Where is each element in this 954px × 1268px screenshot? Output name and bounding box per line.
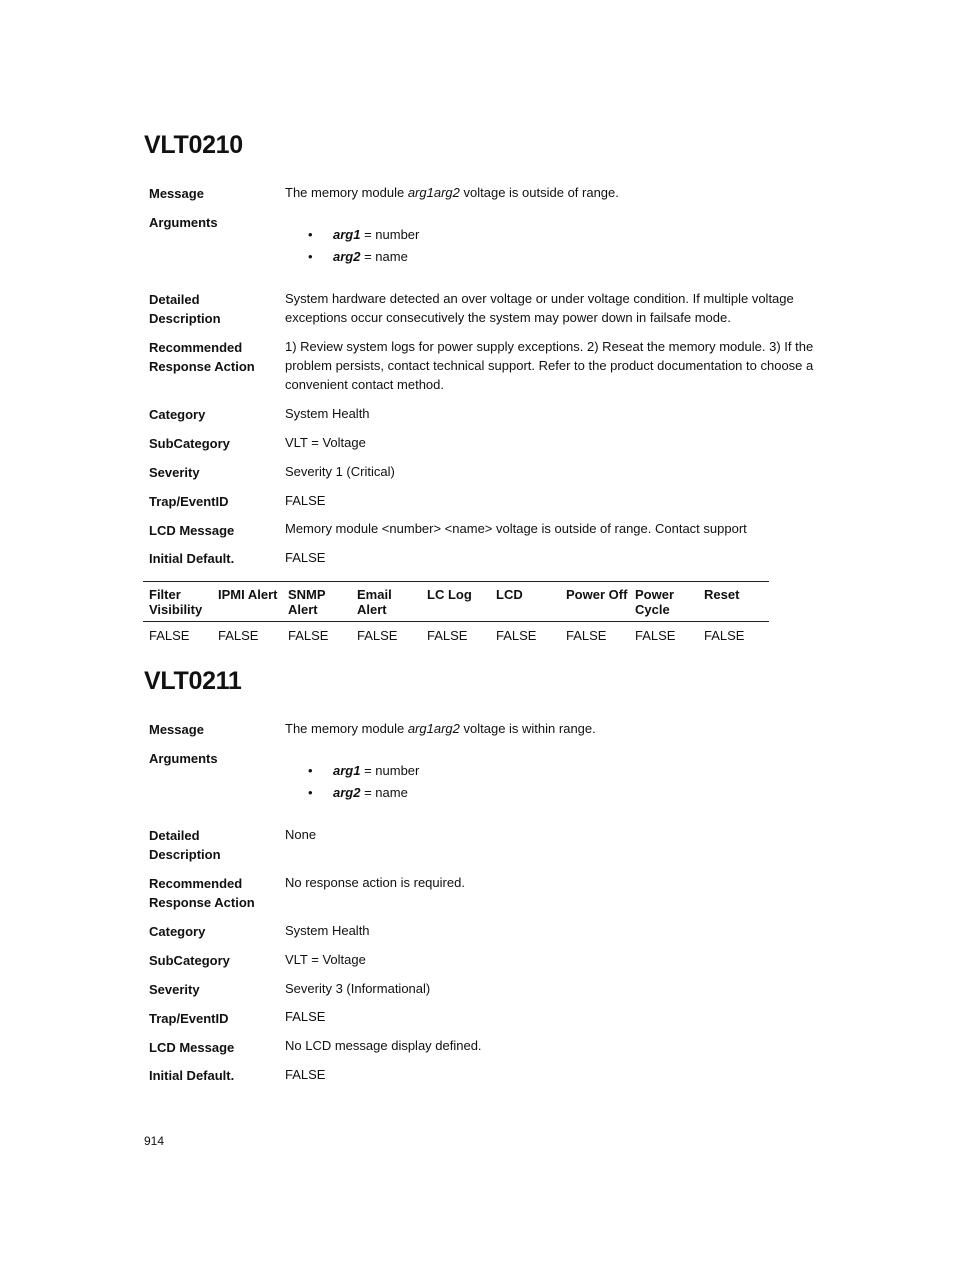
message-value: The memory module arg1arg2 voltage is outside of range. (285, 185, 619, 200)
message-label: Message (149, 186, 204, 201)
subcategory-value: VLT = Voltage (285, 435, 366, 450)
argument-item: • arg1 = number (308, 763, 420, 778)
recommended-action-label: Recommended Response Action (149, 340, 255, 374)
message-value: The memory module arg1arg2 voltage is within range. (285, 721, 596, 736)
lcd-message-label: LCD Message (149, 523, 235, 538)
page-number: 914 (144, 1134, 165, 1148)
table-cell: FALSE (635, 628, 676, 643)
trap-eventid-value: FALSE (285, 493, 326, 508)
category-value: System Health (285, 923, 370, 938)
arguments-label: Arguments (149, 215, 218, 230)
argument-item: • arg1 = number (308, 227, 420, 242)
initial-default-value: FALSE (285, 1067, 326, 1082)
table-cell: FALSE (288, 628, 329, 643)
table-header-snmp-alert: SNMP Alert (288, 587, 326, 617)
subcategory-value: VLT = Voltage (285, 952, 366, 967)
severity-label: Severity (149, 465, 200, 480)
table-cell: FALSE (427, 628, 468, 643)
severity-label: Severity (149, 982, 200, 997)
table-header-lc-log: LC Log (427, 587, 472, 602)
table-header-power-off: Power Off (566, 587, 628, 602)
table-header-filter-visibility: Filter Visibility (149, 587, 203, 617)
severity-value: Severity 1 (Critical) (285, 464, 395, 479)
table-cell: FALSE (218, 628, 259, 643)
lcd-message-value: No LCD message display defined. (285, 1038, 482, 1053)
trap-eventid-label: Trap/EventID (149, 494, 229, 509)
category-label: Category (149, 407, 206, 422)
recommended-action-value: 1) Review system logs for power supply exceptions. 2) Reseat the memory module. 3) If the problem persists, contact technical support. Refer to the product documentation to choose a convenient contact method. (285, 339, 814, 392)
initial-default-label: Initial Default. (149, 1068, 235, 1083)
argument-item: • arg2 = name (308, 785, 408, 800)
table-cell: FALSE (496, 628, 537, 643)
detailed-description-label: Detailed Description (149, 292, 221, 326)
table-cell: FALSE (357, 628, 398, 643)
table-cell: FALSE (704, 628, 745, 643)
subcategory-label: SubCategory (149, 436, 230, 451)
detailed-description-value: System hardware detected an over voltage or under voltage condition. If multiple voltage exceptions occur consecutively the system may power down in failsafe mode. (285, 291, 794, 325)
section-heading: VLT0210 (144, 131, 243, 159)
subcategory-label: SubCategory (149, 953, 230, 968)
detailed-description-label: Detailed Description (149, 828, 221, 862)
argument-item: • arg2 = name (308, 249, 408, 264)
table-top-rule (143, 581, 769, 582)
trap-eventid-value: FALSE (285, 1009, 326, 1024)
table-header-reset: Reset (704, 587, 740, 602)
table-header-ipmi-alert: IPMI Alert (218, 587, 278, 602)
recommended-action-value: No response action is required. (285, 875, 465, 890)
category-value: System Health (285, 406, 370, 421)
category-label: Category (149, 924, 206, 939)
severity-value: Severity 3 (Informational) (285, 981, 431, 996)
table-header-power-cycle: Power Cycle (635, 587, 675, 617)
table-header-rule (143, 621, 769, 622)
detailed-description-value: None (285, 827, 317, 842)
lcd-message-value: Memory module <number> <name> voltage is outside of range. Contact support (285, 521, 747, 536)
section-heading: VLT0211 (144, 667, 242, 695)
trap-eventid-label: Trap/EventID (149, 1011, 229, 1026)
lcd-message-label: LCD Message (149, 1040, 235, 1055)
initial-default-label: Initial Default. (149, 551, 235, 566)
table-cell: FALSE (566, 628, 607, 643)
table-header-email-alert: Email Alert (357, 587, 392, 617)
message-label: Message (149, 722, 204, 737)
table-cell: FALSE (149, 628, 190, 643)
table-header-lcd: LCD (496, 587, 523, 602)
initial-default-value: FALSE (285, 550, 326, 565)
arguments-label: Arguments (149, 751, 218, 766)
recommended-action-label: Recommended Response Action (149, 876, 255, 910)
